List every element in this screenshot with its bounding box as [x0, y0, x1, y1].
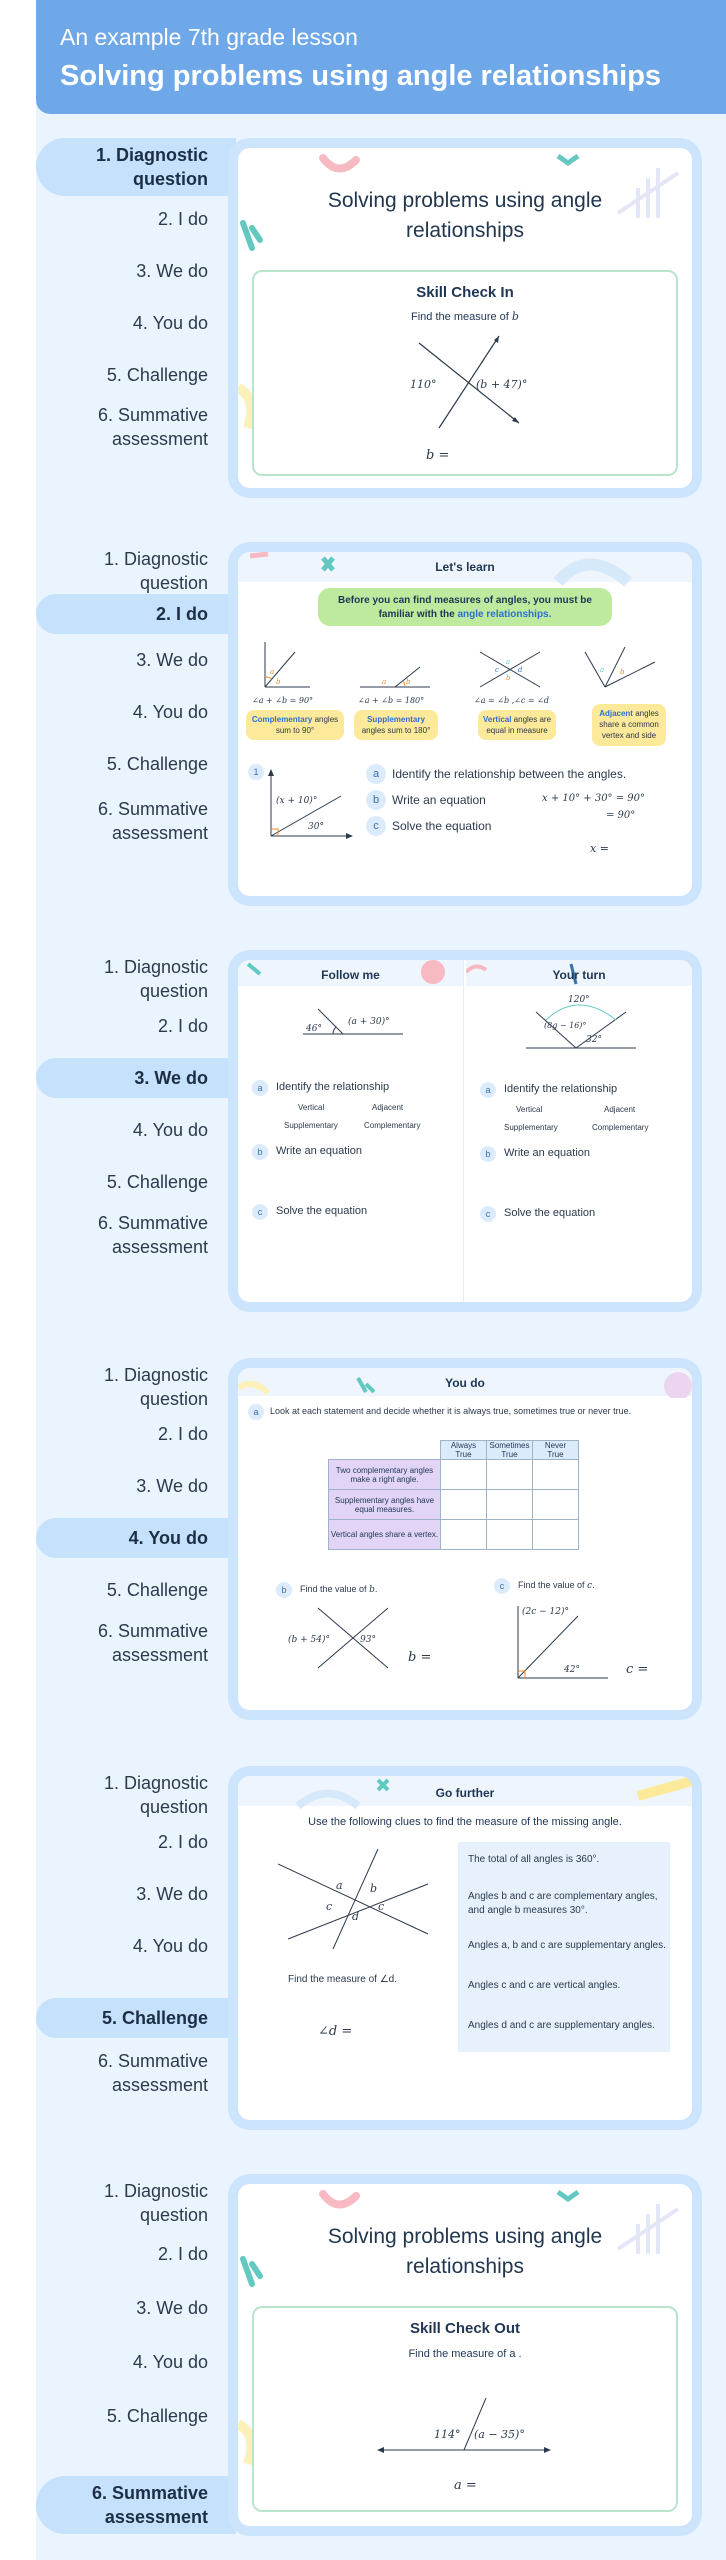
step-tag-c: c — [480, 1206, 496, 1222]
nav-item-you-do[interactable]: 4. You do — [132, 702, 208, 722]
question-prompt: Find the measure of a . — [408, 2348, 522, 2360]
clues-panel — [458, 1842, 670, 2052]
step-tag-a: a — [248, 1404, 264, 1420]
example-angle-diagram — [256, 766, 356, 846]
nav-item-we-do[interactable]: 3. We do — [36, 1058, 236, 1098]
svg-text:c: c — [326, 1900, 333, 1913]
intro-banner: Before you can find measures of angles, you must be familiar with the angle relationships. — [318, 588, 612, 626]
step-tag-b: b — [480, 1146, 496, 1162]
question-c: Find the value of c. — [518, 1580, 595, 1591]
step-identify: Identify the relationship — [504, 1083, 618, 1095]
card-vertical: Vertical angles are equal in measure — [478, 710, 556, 740]
clue-item: Angles a, b and c are supplementary angles. — [468, 1940, 666, 1951]
section-we-do — [36, 950, 726, 1312]
svg-text:93°: 93° — [360, 1635, 376, 1645]
follow-me-title: Follow me — [321, 968, 380, 982]
multi-angle-diagram — [278, 1844, 438, 1954]
step-identify: Identify the relationship between the angles. — [392, 767, 627, 781]
option-adjacent[interactable]: Adjacent — [604, 1105, 636, 1114]
step-tag-a: a — [252, 1080, 268, 1096]
clue-item: Angles d and c are supplementary angles. — [468, 2020, 655, 2031]
angle-label-110: 110° — [410, 378, 437, 391]
instruction-text: Look at each statement and decide whether it is always true, sometimes true or never true. — [270, 1406, 632, 1416]
nav-item-we-do[interactable]: 3. We do — [136, 1476, 208, 1496]
slide-heading: Let's learn — [435, 560, 495, 574]
slide-you-do — [238, 1368, 692, 1710]
follow-me-panel — [238, 960, 464, 1302]
eq-complementary: ∠a + ∠b = 90° — [252, 696, 314, 705]
step-identify: Identify the relationship — [276, 1081, 390, 1093]
answer-line: a = — [454, 2478, 477, 2493]
col-sometimes: Sometimes True — [487, 1441, 533, 1460]
slide-diagnostic — [238, 148, 692, 488]
svg-text:a: a — [382, 678, 387, 686]
intersecting-lines-diagram — [404, 328, 534, 438]
svg-text:d: d — [518, 666, 523, 674]
statement-row: Supplementary angles have equal measures. — [329, 1490, 441, 1520]
skill-check-title: Skill Check In — [416, 284, 514, 301]
question-prompt: Find the measure of b — [411, 310, 519, 323]
svg-text:(a + 30)°: (a + 30)° — [348, 1017, 390, 1027]
step-tag-c: c — [252, 1204, 268, 1220]
truth-table — [328, 1440, 579, 1550]
work-line-1: x + 10° + 30° = 90° — [542, 793, 646, 804]
nav-item-challenge[interactable]: 5. Challenge — [106, 1580, 208, 1600]
nav-item-i-do[interactable]: 2. I do — [157, 2244, 208, 2264]
slide-frame — [228, 1358, 702, 1720]
statement-row: Two complementary angles make a right angle. — [329, 1460, 441, 1490]
slide-frame — [228, 138, 702, 498]
slide-frame — [228, 542, 702, 906]
nav-item-we-do[interactable]: 3. We do — [136, 650, 208, 670]
svg-text:b: b — [276, 678, 281, 686]
svg-text:b: b — [506, 674, 511, 682]
nav-item-you-do[interactable]: 4. You do — [132, 313, 208, 333]
step-solve: Solve the equation — [504, 1207, 596, 1219]
work-line-3: x = — [590, 842, 609, 855]
svg-text:a: a — [600, 666, 605, 674]
slide-heading: Go further — [435, 1786, 495, 1800]
nav-item-you-do[interactable]: 4. You do — [132, 1120, 208, 1140]
step-tag-b: b — [366, 790, 386, 810]
step-write: Write an equation — [504, 1147, 591, 1159]
nav-item-summative[interactable]: 6. Summative assessment — [36, 2476, 236, 2534]
card-complementary: Complementary angles sum to 90° — [246, 710, 344, 740]
svg-text:(8g − 16)°: (8g − 16)° — [544, 1021, 587, 1030]
slide-frame — [228, 2174, 702, 2536]
option-vertical[interactable]: Vertical — [298, 1103, 325, 1112]
nav-item-we-do[interactable]: 3. We do — [136, 261, 208, 281]
skill-check-out-box — [252, 2306, 678, 2512]
nav-item-challenge[interactable]: 5. Challenge — [106, 754, 208, 774]
step-write: Write an equation — [392, 793, 486, 807]
lesson-header — [36, 0, 726, 114]
instruction-text: Use the following clues to find the measure of the missing angle. — [308, 1816, 622, 1828]
step-tag-c: c — [366, 816, 386, 836]
step-tag-a: a — [366, 764, 386, 784]
nav-item-diagnostic[interactable]: 1. Diagnostic question — [103, 1365, 208, 1409]
card-supplementary: Supplementary angles sum to 180° — [354, 710, 438, 740]
answer-line: b = — [426, 448, 450, 463]
nav-item-i-do[interactable]: 2. I do — [157, 1424, 208, 1444]
svg-text:42°: 42° — [564, 1665, 580, 1675]
option-complementary[interactable]: Complementary — [592, 1123, 649, 1132]
svg-text:(2c − 12)°: (2c − 12)° — [522, 1607, 570, 1617]
angle-label-b47: (b + 47)° — [476, 378, 528, 391]
question-b-diagram — [288, 1598, 398, 1678]
svg-text:32°: 32° — [586, 1035, 602, 1045]
nav-item-you-do[interactable]: 4. You do — [132, 2352, 208, 2372]
svg-text:114°: 114° — [434, 2428, 461, 2441]
svg-text:46°: 46° — [306, 1024, 322, 1034]
step-tag-a: a — [480, 1082, 496, 1098]
lesson-title: Solving problems using angle relationships — [60, 60, 662, 92]
slide-challenge — [238, 1776, 692, 2120]
svg-text:b: b — [406, 678, 411, 686]
slide-i-do — [238, 552, 692, 896]
clue-item: Angles b and c are complementary angles, and angle b measures 30°. — [468, 1891, 658, 1916]
nav-item-we-do[interactable]: 3. We do — [136, 1884, 208, 1904]
answer-line: ∠d = — [318, 2024, 353, 2039]
step-tag-b: b — [276, 1582, 292, 1598]
slide-title: Solving problems using angle relationships — [327, 2225, 603, 2278]
nav-item-challenge[interactable]: 5. Challenge — [106, 365, 208, 385]
option-adjacent[interactable]: Adjacent — [372, 1103, 404, 1112]
statement-row: Vertical angles share a vertex. — [329, 1520, 441, 1550]
nav-item-challenge[interactable]: 5. Challenge — [106, 1172, 208, 1192]
nav-item-challenge[interactable]: 5. Challenge — [106, 2406, 208, 2426]
step-solve: Solve the equation — [276, 1205, 368, 1217]
svg-text:b: b — [370, 1882, 378, 1895]
your-turn-title: Your turn — [552, 968, 606, 982]
svg-text:30°: 30° — [308, 822, 324, 832]
slide-summative — [238, 2184, 692, 2526]
slide-title: Solving problems using angle relationships — [327, 189, 603, 242]
angle-relationship-diagrams — [250, 632, 680, 692]
supplementary-angle-diagram — [374, 2388, 554, 2468]
nav-item-diagnostic[interactable]: 1. Diagnostic question — [103, 957, 208, 1001]
follow-me-diagram — [298, 994, 408, 1044]
svg-text:(b + 54)°: (b + 54)° — [288, 1635, 330, 1645]
answer-b: b = — [408, 1650, 432, 1665]
svg-text:a: a — [506, 658, 511, 666]
example-number: 1 — [248, 764, 264, 780]
svg-text:(x + 10)°: (x + 10)° — [276, 796, 318, 806]
svg-text:c: c — [495, 666, 499, 674]
find-prompt: Find the measure of ∠d. — [288, 1974, 398, 1985]
svg-text:120°: 120° — [568, 995, 590, 1005]
slide-heading: You do — [445, 1376, 485, 1390]
svg-text:c: c — [378, 1900, 385, 1913]
clue-item: The total of all angles is 360°. — [468, 1854, 600, 1865]
nav-item-diagnostic[interactable]: 1. Diagnostic question — [103, 1773, 208, 1817]
step-tag-b: b — [252, 1144, 268, 1160]
nav-item-summative[interactable]: 6. Summative assessment — [97, 1213, 208, 1257]
nav-item-diagnostic[interactable]: 1. Diagnostic question — [103, 549, 208, 593]
slide-frame — [228, 950, 702, 1312]
answer-c: c = — [626, 1662, 649, 1677]
nav-item-diagnostic[interactable]: 1. Diagnostic question — [36, 138, 236, 196]
lesson-subtitle: An example 7th grade lesson — [60, 24, 358, 50]
svg-text:(a − 35)°: (a − 35)° — [474, 2428, 525, 2441]
svg-text:d: d — [352, 1910, 360, 1923]
work-line-2: = 90° — [606, 810, 636, 821]
card-adjacent: Adjacent angles share a common vertex and side — [592, 704, 666, 746]
nav-item-you-do[interactable]: 4. You do — [36, 1518, 236, 1558]
nav-item-we-do[interactable]: 3. We do — [136, 2298, 208, 2318]
nav-item-you-do[interactable]: 4. You do — [132, 1936, 208, 1956]
eq-supplementary: ∠a + ∠b = 180° — [358, 696, 425, 705]
section-you-do — [36, 1358, 726, 1720]
svg-text:b: b — [620, 668, 625, 676]
skill-check-title: Skill Check Out — [409, 2320, 521, 2337]
svg-text:a: a — [336, 1879, 343, 1892]
step-solve: Solve the equation — [392, 819, 492, 833]
col-always: Always True — [441, 1441, 487, 1460]
question-c-diagram — [508, 1596, 618, 1686]
slide-frame — [228, 1766, 702, 2130]
clue-item: Angles c and c are vertical angles. — [468, 1980, 621, 1991]
col-never: Never True — [533, 1441, 579, 1460]
nav-item-i-do[interactable]: 2. I do — [36, 594, 236, 634]
step-write: Write an equation — [276, 1145, 363, 1157]
your-turn-panel — [466, 960, 692, 1302]
nav-item-summative[interactable]: 6. Summative assessment — [97, 405, 208, 449]
nav-item-i-do[interactable]: 2. I do — [157, 209, 208, 229]
section-i-do — [36, 542, 726, 906]
skill-check-in-box — [252, 270, 678, 476]
option-supplementary[interactable]: Supplementary — [284, 1121, 338, 1130]
nav-item-diagnostic[interactable]: 1. Diagnostic question — [103, 2181, 208, 2225]
nav-item-summative[interactable]: 6. Summative assessment — [97, 799, 208, 843]
nav-item-summative[interactable]: 6. Summative assessment — [97, 1621, 208, 1665]
section-challenge — [36, 1766, 726, 2130]
svg-text:a: a — [270, 668, 275, 676]
step-tag-c: c — [494, 1578, 510, 1594]
option-supplementary[interactable]: Supplementary — [504, 1123, 558, 1132]
slide-we-do — [238, 960, 692, 1302]
question-b: Find the value of b. — [300, 1584, 378, 1595]
section-summative — [36, 2174, 726, 2536]
option-vertical[interactable]: Vertical — [516, 1105, 543, 1114]
section-diagnostic — [36, 138, 726, 498]
nav-item-summative[interactable]: 6. Summative assessment — [97, 2051, 208, 2095]
your-turn-diagram — [516, 990, 646, 1060]
nav-item-challenge[interactable]: 5. Challenge — [36, 1998, 236, 2038]
nav-item-i-do[interactable]: 2. I do — [157, 1832, 208, 1852]
eq-vertical: ∠a = ∠b ,∠c = ∠d — [474, 696, 549, 705]
option-complementary[interactable]: Complementary — [364, 1121, 421, 1130]
nav-item-i-do[interactable]: 2. I do — [157, 1016, 208, 1036]
